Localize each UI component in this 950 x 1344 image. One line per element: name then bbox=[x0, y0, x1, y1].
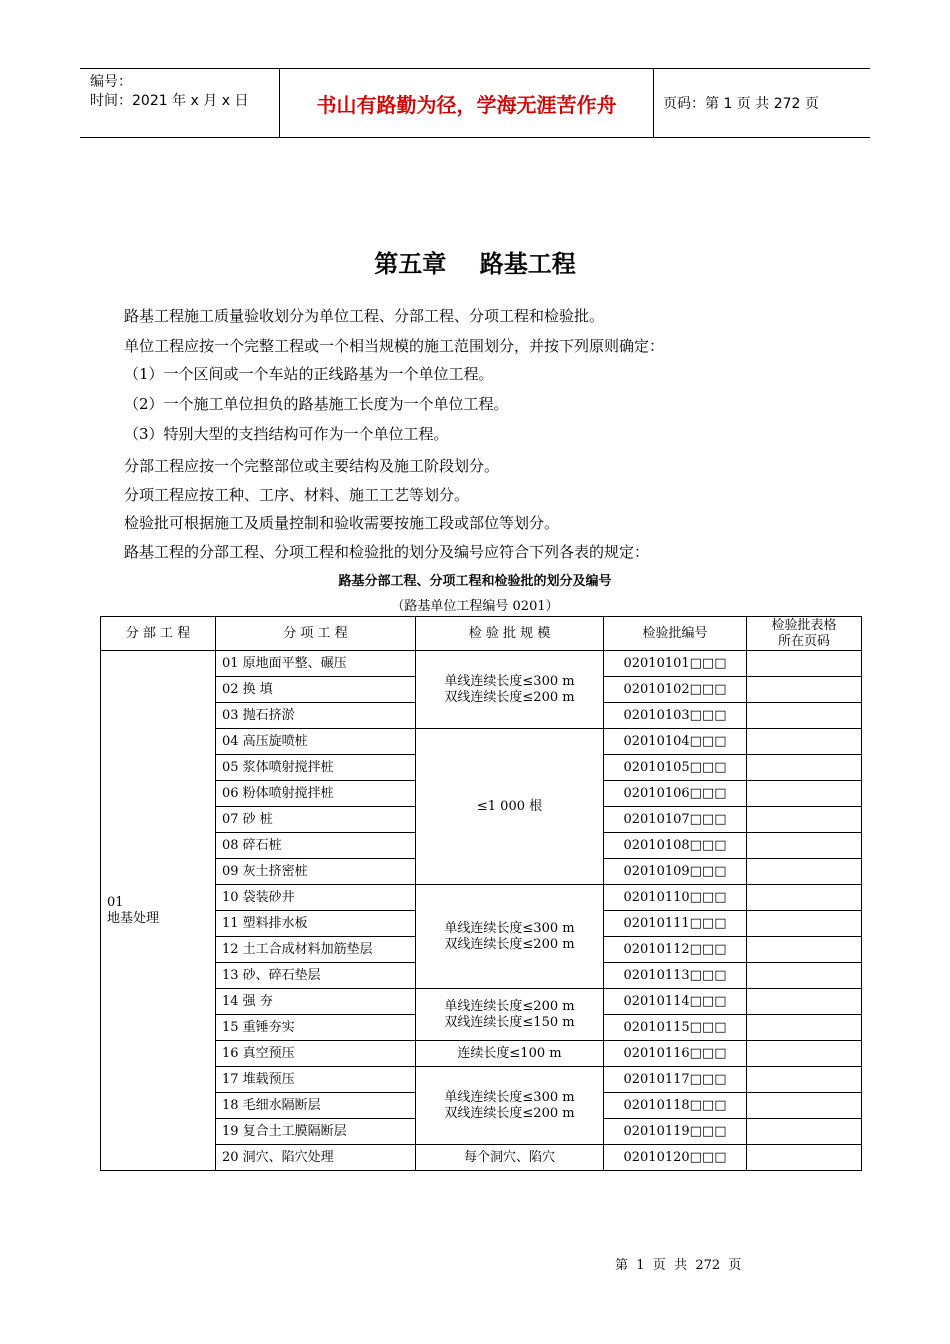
scale-cell: 每个洞穴、陷穴 bbox=[416, 1145, 604, 1171]
paragraph: （1）一个区间或一个车站的正线路基为一个单位工程。 bbox=[124, 365, 494, 383]
division-table bbox=[100, 616, 862, 1171]
page-cell bbox=[747, 859, 862, 885]
item-cell: 15 重锤夯实 bbox=[216, 1015, 416, 1041]
page-cell bbox=[747, 781, 862, 807]
page-cell bbox=[747, 1093, 862, 1119]
item-cell: 20 洞穴、陷穴处理 bbox=[216, 1145, 416, 1171]
item-cell: 18 毛细水隔断层 bbox=[216, 1093, 416, 1119]
item-cell: 03 抛石挤淤 bbox=[216, 703, 416, 729]
page-cell bbox=[747, 937, 862, 963]
header-page bbox=[747, 617, 862, 651]
table-row bbox=[101, 729, 862, 755]
table-row bbox=[101, 989, 862, 1015]
division-name: 地基处理 bbox=[107, 910, 160, 926]
page-cell bbox=[747, 1119, 862, 1145]
scale-cell bbox=[416, 1067, 604, 1145]
table-header-row bbox=[101, 617, 862, 651]
item-cell: 01 原地面平整、碾压 bbox=[216, 651, 416, 677]
code-cell: 02010107□□□ bbox=[604, 807, 747, 833]
table-row bbox=[101, 1041, 862, 1067]
item-cell: 14 强 夯 bbox=[216, 989, 416, 1015]
item-cell: 10 袋装砂井 bbox=[216, 885, 416, 911]
page-cell bbox=[747, 911, 862, 937]
page-cell bbox=[747, 1067, 862, 1093]
paragraph: 分项工程应按工种、工序、材料、施工工艺等划分。 bbox=[124, 486, 470, 504]
item-cell: 17 堆载预压 bbox=[216, 1067, 416, 1093]
page-cell bbox=[747, 651, 862, 677]
code-cell: 02010120□□□ bbox=[604, 1145, 747, 1171]
header-scale: 检 验 批 规 模 bbox=[416, 617, 604, 651]
code-cell: 02010105□□□ bbox=[604, 755, 747, 781]
item-cell: 13 砂、碎石垫层 bbox=[216, 963, 416, 989]
code-cell: 02010102□□□ bbox=[604, 677, 747, 703]
code-cell: 02010117□□□ bbox=[604, 1067, 747, 1093]
header-division: 分 部 工 程 bbox=[101, 617, 216, 651]
code-cell: 02010101□□□ bbox=[604, 651, 747, 677]
page-cell bbox=[747, 885, 862, 911]
code-cell: 02010113□□□ bbox=[604, 963, 747, 989]
scale-cell: 连续长度≤100 m bbox=[416, 1041, 604, 1067]
item-cell: 02 换 填 bbox=[216, 677, 416, 703]
code-cell: 02010111□□□ bbox=[604, 911, 747, 937]
page-footer: 第 1 页 共 272 页 bbox=[615, 1258, 742, 1273]
page-cell bbox=[747, 729, 862, 755]
code-cell: 02010119□□□ bbox=[604, 1119, 747, 1145]
paragraph: 分部工程应按一个完整部位或主要结构及施工阶段划分。 bbox=[124, 457, 500, 475]
page-cell bbox=[747, 833, 862, 859]
paragraph: 单位工程应按一个完整工程或一个相当规模的施工范围划分，并按下列原则确定： bbox=[124, 337, 665, 355]
page-cell bbox=[747, 963, 862, 989]
header-page-line1: 检验批表格 bbox=[771, 617, 837, 633]
header-motto: 书山有路勤为径，学海无涯苦作舟 bbox=[280, 69, 654, 137]
code-cell: 02010114□□□ bbox=[604, 989, 747, 1015]
scale-line: 单线连续长度≤300 m bbox=[444, 1089, 575, 1105]
page-cell bbox=[747, 677, 862, 703]
item-cell: 09 灰土挤密桩 bbox=[216, 859, 416, 885]
page-cell bbox=[747, 1145, 862, 1171]
division-code: 01 bbox=[107, 894, 124, 910]
item-cell: 19 复合土工膜隔断层 bbox=[216, 1119, 416, 1145]
code-cell: 02010118□□□ bbox=[604, 1093, 747, 1119]
page-cell bbox=[747, 989, 862, 1015]
item-cell: 12 土工合成材料加筋垫层 bbox=[216, 937, 416, 963]
paragraph: 检验批可根据施工及质量控制和验收需要按施工段或部位等划分。 bbox=[124, 514, 560, 532]
code-cell: 02010106□□□ bbox=[604, 781, 747, 807]
scale-line: 双线连续长度≤150 m bbox=[444, 1014, 575, 1030]
table-caption: 路基分部工程、分项工程和检验批的划分及编号 bbox=[338, 574, 612, 589]
document-header bbox=[80, 68, 870, 138]
scale-line: 单线连续长度≤300 m bbox=[444, 920, 575, 936]
table-row bbox=[101, 885, 862, 911]
header-code: 检验批编号 bbox=[604, 617, 747, 651]
paragraph: 路基工程的分部工程、分项工程和检验批的划分及编号应符合下列各表的规定： bbox=[124, 543, 650, 561]
paragraph: （2）一个施工单位担负的路基施工长度为一个单位工程。 bbox=[124, 395, 509, 413]
scale-cell bbox=[416, 651, 604, 729]
code-cell: 02010108□□□ bbox=[604, 833, 747, 859]
item-cell: 06 粉体喷射搅拌桩 bbox=[216, 781, 416, 807]
item-cell: 05 浆体喷射搅拌桩 bbox=[216, 755, 416, 781]
page-cell bbox=[747, 703, 862, 729]
table-row bbox=[101, 1145, 862, 1171]
code-cell: 02010112□□□ bbox=[604, 937, 747, 963]
time-label: 时间：2021 年 x 月 x 日 bbox=[90, 93, 249, 109]
scale-line: 双线连续长度≤200 m bbox=[444, 1105, 575, 1121]
scale-cell bbox=[416, 885, 604, 989]
paragraph: （3）特别大型的支挡结构可作为一个单位工程。 bbox=[124, 425, 449, 443]
header-meta bbox=[80, 69, 280, 137]
number-label: 编号： bbox=[90, 74, 132, 90]
item-cell: 07 砂 桩 bbox=[216, 807, 416, 833]
table-row bbox=[101, 651, 862, 677]
scale-cell: ≤1 000 根 bbox=[416, 729, 604, 885]
table-row bbox=[101, 1067, 862, 1093]
item-cell: 16 真空预压 bbox=[216, 1041, 416, 1067]
table-subcaption: （路基单位工程编号 0201） bbox=[391, 599, 559, 614]
page-cell bbox=[747, 807, 862, 833]
header-item: 分 项 工 程 bbox=[216, 617, 416, 651]
scale-line: 单线连续长度≤200 m bbox=[444, 998, 575, 1014]
page-cell bbox=[747, 755, 862, 781]
code-cell: 02010116□□□ bbox=[604, 1041, 747, 1067]
scale-cell bbox=[416, 989, 604, 1041]
paragraph: 路基工程施工质量验收划分为单位工程、分部工程、分项工程和检验批。 bbox=[124, 307, 605, 325]
division-cell bbox=[101, 651, 216, 1171]
chapter-title: 第五章 路基工程 bbox=[374, 250, 576, 278]
item-cell: 11 塑料排水板 bbox=[216, 911, 416, 937]
code-cell: 02010115□□□ bbox=[604, 1015, 747, 1041]
code-cell: 02010103□□□ bbox=[604, 703, 747, 729]
scale-line: 双线连续长度≤200 m bbox=[444, 689, 575, 705]
code-cell: 02010104□□□ bbox=[604, 729, 747, 755]
code-cell: 02010109□□□ bbox=[604, 859, 747, 885]
code-cell: 02010110□□□ bbox=[604, 885, 747, 911]
item-cell: 08 碎石桩 bbox=[216, 833, 416, 859]
page-cell bbox=[747, 1041, 862, 1067]
scale-line: 双线连续长度≤200 m bbox=[444, 936, 575, 952]
header-page-line2: 所在页码 bbox=[777, 633, 830, 649]
page-cell bbox=[747, 1015, 862, 1041]
scale-line: 单线连续长度≤300 m bbox=[444, 673, 575, 689]
header-page-info: 页码：第 1 页 共 272 页 bbox=[663, 96, 819, 112]
item-cell: 04 高压旋喷桩 bbox=[216, 729, 416, 755]
